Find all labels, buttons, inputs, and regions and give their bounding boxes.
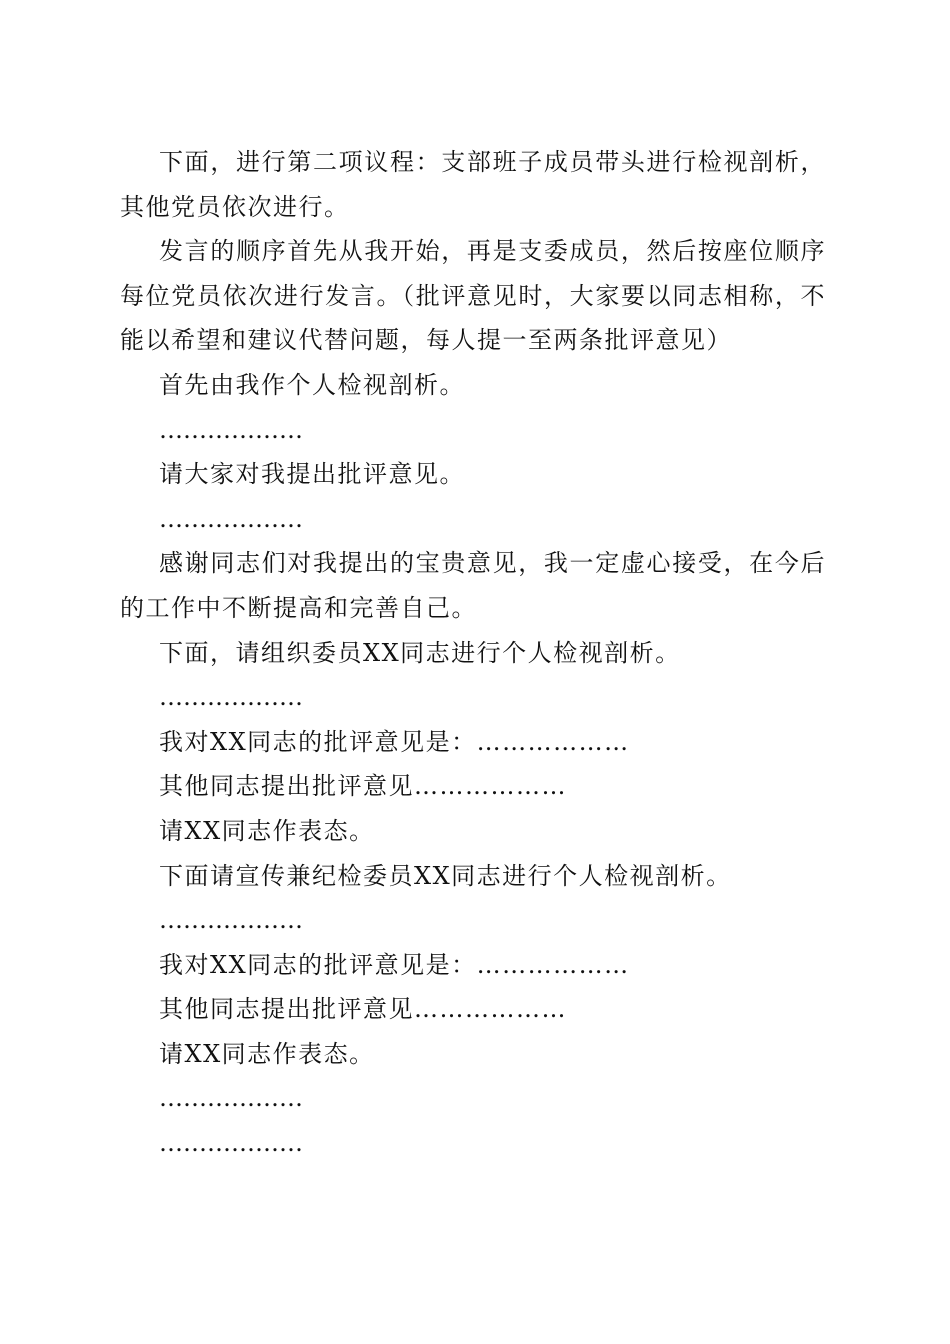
paragraph: 我对XX同志的批评意见是：………………	[159, 727, 630, 756]
paragraph: 请大家对我提出批评意见。	[159, 460, 465, 489]
paragraph: 感谢同志们对我提出的宝贵意见，我一定虚心接受，在今后的工作中不断提高和完善自己。	[120, 549, 826, 622]
paragraph: 其他同志提出批评意见………………	[159, 772, 567, 801]
paragraph: 请XX同志作表态。	[159, 816, 375, 845]
paragraph: 发言的顺序首先从我开始，再是支委成员，然后按座位顺序每位党员依次进行发言。（批评意见时，大家要以同志相称，不能以希望和建议代替问题，每人提一至两条批评意见）	[120, 237, 826, 355]
paragraph: 其他同志提出批评意见………………	[159, 995, 567, 1024]
ellipsis-line: ………………	[159, 683, 303, 712]
document-page	[120, 140, 826, 1166]
paragraph: 下面，请组织委员XX同志进行个人检视剖析。	[159, 638, 681, 667]
ellipsis-line: ………………	[159, 504, 303, 533]
paragraph: 请XX同志作表态。	[159, 1039, 375, 1068]
ellipsis-line: ………………	[159, 415, 303, 444]
paragraph: 首先由我作个人检视剖析。	[159, 370, 465, 399]
ellipsis-line: ………………	[159, 906, 303, 935]
ellipsis-line: ………………	[159, 1084, 303, 1113]
paragraph: 我对XX同志的批评意见是：………………	[159, 950, 630, 979]
paragraph: 下面请宣传兼纪检委员XX同志进行个人检视剖析。	[159, 861, 732, 890]
ellipsis-line: ………………	[159, 1129, 303, 1158]
paragraph: 下面，进行第二项议程：支部班子成员带头进行检视剖析，其他党员依次进行。	[120, 148, 826, 221]
